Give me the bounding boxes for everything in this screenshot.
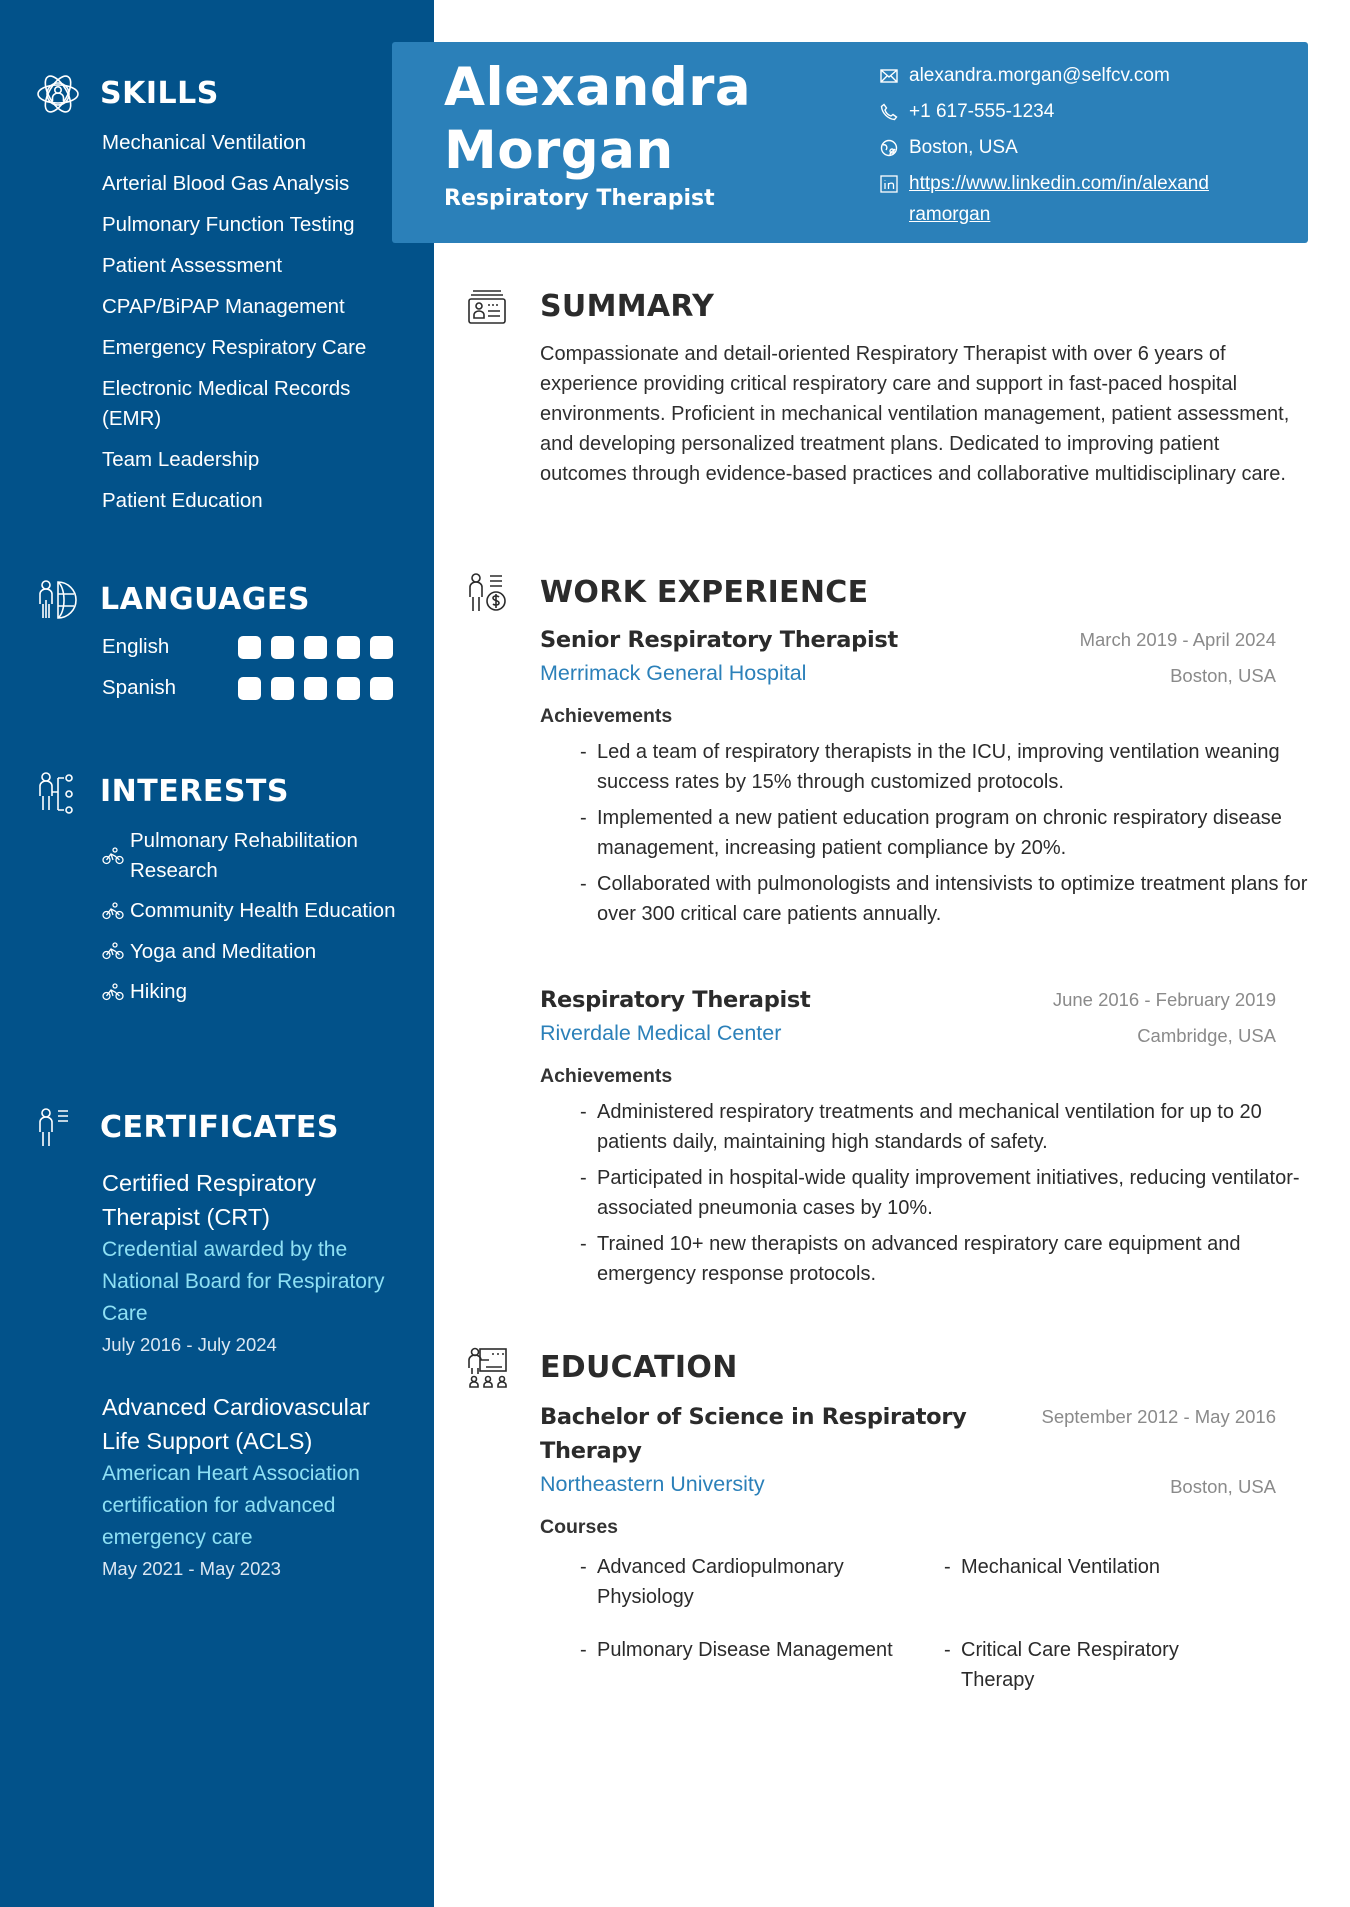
skill-item: Mechanical Ventilation <box>102 131 306 154</box>
cyclist-icon <box>102 942 124 960</box>
certificate-name: Certified Respiratory Therapist (CRT) <box>102 1170 317 1230</box>
level-dot-filled <box>337 677 360 700</box>
skill-item: Patient Assessment <box>102 254 283 277</box>
interests-title: INTERESTS <box>100 774 289 809</box>
email-text[interactable]: alexandra.morgan@selfcv.com <box>909 65 1170 86</box>
skill-item: Arterial Blood Gas Analysis <box>102 172 350 195</box>
level-dot-filled <box>370 677 393 700</box>
courses-grid <box>540 1552 1308 1695</box>
job-title: Senior Respiratory Therapist <box>540 627 898 653</box>
experience-header <box>466 571 1308 621</box>
courses-subheading: Courses <box>540 1516 619 1538</box>
skill-item: Team Leadership <box>102 447 260 471</box>
course-item: - Pulmonary Disease Management <box>580 1635 900 1695</box>
summary-title: SUMMARY <box>540 289 715 324</box>
certificate-name: Advanced Cardiovascular Life Support (ACLS) <box>102 1394 370 1454</box>
language-name: English <box>102 635 170 658</box>
achievement-item: - Collaborated with pulmonologists and intensivists to optimize treatment plans for over 300 critical care patients annually. <box>580 869 1308 929</box>
summary-section <box>466 285 1308 485</box>
contact-linkedin <box>880 168 1290 230</box>
certificate-issuer: Credential awarded by the National Board for Respiratory Care <box>102 1238 385 1325</box>
summary-text: Compassionate and detail-oriented Respiratory Therapist with over 6 years of experience providing critical respiratory care and support in fast-paced hospital environments. Proficient in mechanical ventilation management, patient assessment, and developing personalized treatment plans. Dedicated to improving patient outcomes through evidence-based practices and collaborative multidisciplinary care. <box>540 343 1290 485</box>
certificate-issuer: American Heart Association certification for advanced emergency care <box>102 1462 360 1549</box>
education-location: Boston, USA <box>1170 1476 1276 1497</box>
globe-pin-icon <box>880 139 898 157</box>
skill-item: Patient Education <box>102 488 263 512</box>
interest-item <box>102 896 412 926</box>
experience-section <box>466 571 1308 1285</box>
job-location: Boston, USA <box>1170 665 1276 686</box>
job-company: Riverdale Medical Center <box>540 1021 782 1045</box>
achievement-item: - Participated in hospital-wide quality improvement initiatives, reducing ventilator-associated pneumonia cases by 10%. <box>580 1163 1308 1223</box>
skill-item: CPAP/BiPAP Management <box>102 295 345 318</box>
level-dot-filled <box>271 677 294 700</box>
experience-title: WORK EXPERIENCE <box>540 575 869 610</box>
certificates-title: CERTIFICATES <box>100 1110 340 1145</box>
certificate-item <box>102 1166 412 1360</box>
skills-list <box>102 128 402 527</box>
degree-title: Bachelor of Science in Respiratory Therapy <box>540 1404 967 1464</box>
level-dot-filled <box>238 677 261 700</box>
job-entry <box>540 623 1308 935</box>
level-dot-filled <box>304 636 327 659</box>
interest-item <box>102 937 412 967</box>
education-header <box>466 1346 1308 1396</box>
certificates-header <box>0 1106 434 1154</box>
contact-info <box>880 60 1290 235</box>
person-money-icon <box>466 571 510 615</box>
languages-title: LANGUAGES <box>100 582 310 617</box>
level-dot-filled <box>271 636 294 659</box>
phone-text[interactable]: +1 617-555-1234 <box>909 101 1055 122</box>
level-dot-filled <box>370 636 393 659</box>
contact-phone <box>880 96 1290 127</box>
interest-item <box>102 977 412 1007</box>
skill-item: Emergency Respiratory Care <box>102 336 367 359</box>
candidate-role: Respiratory Therapist <box>444 186 715 211</box>
job-dates: June 2016 - February 2019 <box>1052 989 1276 1010</box>
level-dot-filled <box>337 636 360 659</box>
language-level-indicator <box>238 636 393 659</box>
education-entry <box>540 1400 1308 1695</box>
language-row-english <box>102 632 402 662</box>
header-banner <box>392 42 1308 243</box>
job-subheading: Achievements <box>540 1065 673 1087</box>
cyclist-icon <box>102 847 124 865</box>
job-subheading: Achievements <box>540 705 673 727</box>
skill-item: Pulmonary Function Testing <box>102 213 355 236</box>
level-dot-filled <box>304 677 327 700</box>
school-name: Northeastern University <box>540 1472 765 1496</box>
sidebar <box>0 0 434 1907</box>
teacher-board-icon <box>466 1346 510 1390</box>
id-card-icon <box>466 285 510 329</box>
education-section <box>466 1346 1308 1691</box>
job-title: Respiratory Therapist <box>540 987 811 1013</box>
achievement-item: - Administered respiratory treatments and mechanical ventilation for up to 20 patients daily, maintaining high standards of safety. <box>580 1097 1308 1157</box>
skills-header <box>0 72 434 120</box>
job-location: Cambridge, USA <box>1137 1025 1276 1046</box>
linkedin-icon <box>880 175 898 193</box>
job-dates: March 2019 - April 2024 <box>1079 629 1276 650</box>
person-globe-icon <box>36 578 80 622</box>
achievements-list <box>540 737 1308 929</box>
interest-label: Yoga and Meditation <box>130 939 317 963</box>
course-item: - Advanced Cardiopulmonary Physiology <box>580 1552 900 1612</box>
achievement-item: - Led a team of respiratory therapists in the ICU, improving ventilation weaning success rates by 15% through customized protocols. <box>580 737 1308 797</box>
education-title: EDUCATION <box>540 1350 738 1385</box>
contact-location <box>880 132 1290 163</box>
location-text: Boston, USA <box>909 137 1018 158</box>
skills-atom-icon <box>36 72 80 116</box>
language-level-indicator <box>238 677 393 700</box>
course-item: - Mechanical Ventilation <box>944 1552 1264 1612</box>
interest-label: Community Health Education <box>130 899 396 922</box>
interests-header <box>0 770 434 818</box>
certificate-item <box>102 1390 412 1584</box>
candidate-name: Alexandra Morgan <box>444 57 752 181</box>
summary-header <box>466 285 1308 335</box>
level-dot-filled <box>238 636 261 659</box>
linkedin-link[interactable]: https://www.linkedin.com/in/alexandramorgan <box>909 173 1209 225</box>
skill-item: Electronic Medical Records (EMR) <box>102 377 351 430</box>
person-list-icon <box>36 1106 80 1150</box>
person-options-icon <box>36 770 80 814</box>
envelope-icon <box>880 67 898 85</box>
skills-title: SKILLS <box>100 76 219 111</box>
languages-header <box>0 578 434 626</box>
language-name: Spanish <box>102 676 177 699</box>
interest-item <box>102 826 412 885</box>
achievement-item: - Implemented a new patient education program on chronic respiratory disease management, increasing patient compliance by 20%. <box>580 803 1308 863</box>
language-row-spanish <box>102 673 402 703</box>
job-entry <box>540 983 1308 1295</box>
contact-email <box>880 60 1290 91</box>
certificate-dates: May 2021 - May 2023 <box>102 1558 281 1579</box>
cyclist-icon <box>102 902 124 920</box>
phone-icon <box>880 103 898 121</box>
job-company: Merrimack General Hospital <box>540 661 807 685</box>
interest-label: Hiking <box>130 980 187 1003</box>
cyclist-icon <box>102 983 124 1001</box>
certificate-dates: July 2016 - July 2024 <box>102 1334 277 1355</box>
education-dates: September 2012 - May 2016 <box>1041 1406 1276 1427</box>
achievements-list <box>540 1097 1308 1289</box>
achievement-item: - Trained 10+ new therapists on advanced respiratory care equipment and emergency response protocols. <box>580 1229 1308 1289</box>
interest-label: Pulmonary Rehabilitation Research <box>130 829 358 882</box>
course-item: - Critical Care Respiratory Therapy <box>944 1635 1244 1695</box>
interests-list <box>102 826 412 1018</box>
